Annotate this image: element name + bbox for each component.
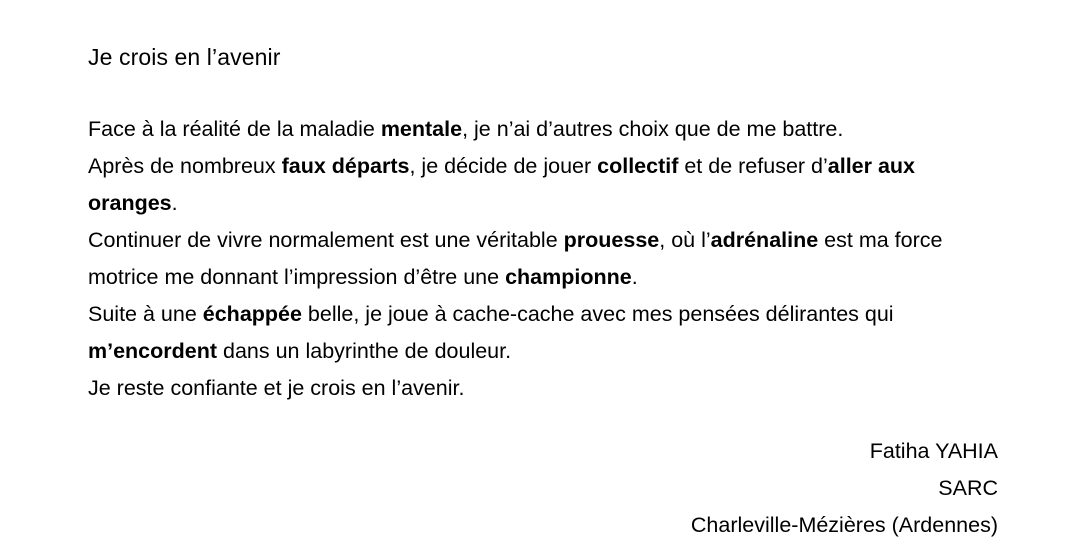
emphasized-text: collectif [597, 154, 679, 179]
signature-block [691, 433, 998, 544]
body-text: Après de nombreux [88, 154, 282, 179]
signature-line: SARC [938, 476, 998, 501]
emphasized-text: aller aux oranges [88, 154, 916, 215]
body-text: dans un labyrinthe de douleur. [217, 338, 512, 363]
emphasized-text: championne [505, 264, 632, 289]
document-body [88, 111, 998, 407]
document-paragraph [88, 370, 998, 407]
body-text: belle, je joue à cache-cache avec mes pensées délirantes qui [301, 301, 894, 326]
emphasized-text: m’encordent [88, 338, 218, 363]
emphasized-text: adrénaline [710, 227, 819, 252]
body-text: , où l’ [659, 227, 711, 252]
page-title: Je crois en l’avenir [88, 44, 281, 70]
document-paragraph [88, 296, 998, 370]
body-text: , je décide de jouer [409, 154, 598, 179]
body-text: Face à la réalité de la maladie [88, 117, 381, 142]
body-text: et de refuser d’ [678, 154, 828, 179]
signature-line: Fatiha YAHIA [869, 439, 998, 464]
emphasized-text: échappée [202, 301, 302, 326]
document-paragraph [88, 111, 998, 148]
body-text: . [631, 264, 638, 289]
emphasized-text: faux départs [281, 154, 410, 179]
document-paragraph [88, 222, 998, 296]
document-paragraph [88, 148, 998, 222]
body-text: Continuer de vivre normalement est une véritable [88, 227, 564, 252]
body-text: Suite à une [88, 301, 203, 326]
emphasized-text: mentale [380, 117, 463, 142]
body-text: Je reste confiante et je crois en l’avenir. [88, 375, 465, 400]
emphasized-text: prouesse [563, 227, 660, 252]
body-text: est ma force motrice me donnant l’impression d’être une [88, 227, 943, 289]
body-text: , je n’ai d’autres choix que de me battre. [462, 117, 844, 142]
signature-line: Charleville-Mézières (Ardennes) [690, 513, 998, 538]
body-text: . [171, 190, 178, 215]
